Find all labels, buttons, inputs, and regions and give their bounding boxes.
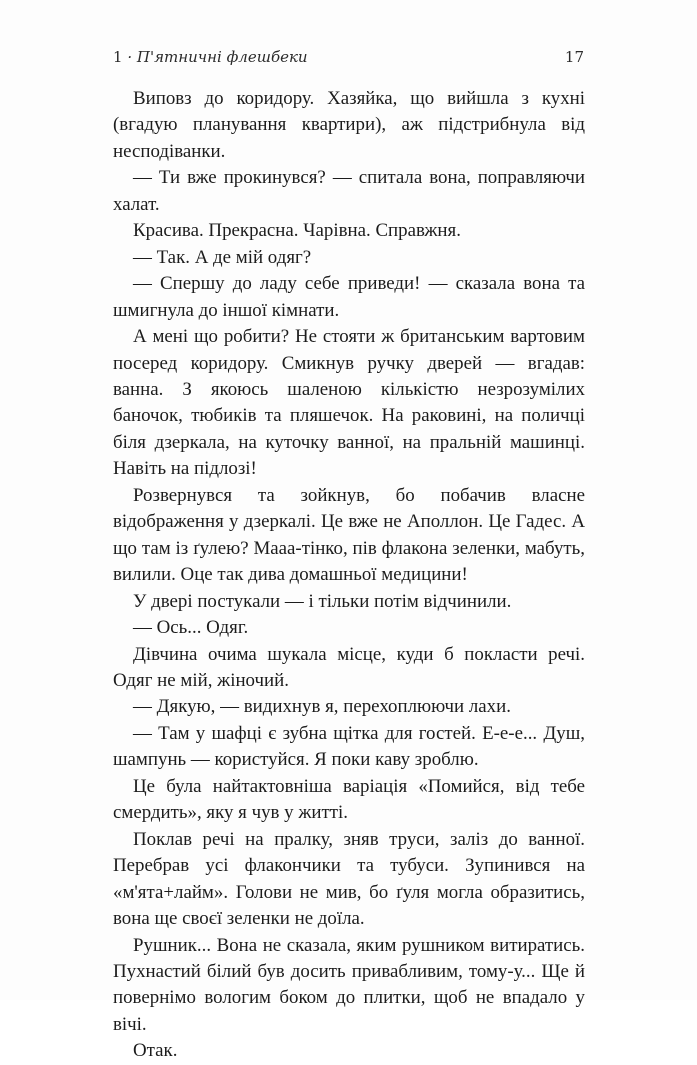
page-number: 17 bbox=[564, 48, 584, 66]
chapter-number: 1 bbox=[113, 48, 123, 66]
paragraph: Це була найтактовніша варіація «Помийся, від тебе смердить», яку я чув у житті. bbox=[113, 775, 585, 824]
chapter-title: П'ятничні флешбеки bbox=[136, 48, 308, 66]
paragraph: Отак. bbox=[133, 1040, 178, 1062]
paragraph: — Дякую, — видихнув я, перехоплюючи лахи. bbox=[133, 696, 511, 718]
paragraph: Розвернувся та зойкнув, бо побачив власне відображення у дзеркалі. Це вже не Аполлон. Це Гадес. А що там із ґулею? Мааа-тінко, пів флакона зеленки, мабуть, вилили. Оце так дива домашньої медицини! bbox=[113, 484, 585, 586]
paragraph: Виповз до коридору. Хазяйка, що вийшла з кухні (вгадую планування квартири), аж підстрибнула від несподіванки. bbox=[113, 88, 585, 162]
paragraph: Дівчина очима шукала місце, куди б покласти речі. Одяг не мій, жіночий. bbox=[113, 643, 585, 691]
chapter-separator: · bbox=[127, 48, 133, 66]
paragraph: — Так. А де мій одяг? bbox=[133, 246, 312, 268]
body-text bbox=[113, 86, 585, 1065]
paragraph: А мені що робити? Не стояти ж британським вартовим посеред коридору. Смикнув ручку дверей — вгадав: ванна. З якоюсь шаленою кількістю незрозумілих баночок, тюбиків та пляшечок. На раковині, на поличці біля дзеркала, на куточку ванної, на пральній машинці. Навіть на підлозі! bbox=[113, 326, 585, 480]
paragraph: — Ти вже прокинувся? — спитала вона, поправляючи халат. bbox=[113, 167, 585, 215]
paragraph: — Там у шафці є зубна щітка для гостей. Е-е-е... Душ, шампунь — користуйся. Я поки каву зроблю. bbox=[113, 722, 585, 771]
paragraph: — Спершу до ладу себе приведи! — сказала вона та шмигнула до іншої кімнати. bbox=[113, 273, 585, 321]
paragraph: Красива. Прекрасна. Чарівна. Справжня. bbox=[133, 220, 461, 242]
running-header bbox=[113, 48, 584, 70]
paragraph: — Ось... Одяг. bbox=[133, 617, 249, 639]
paragraph: У двері постукали — і тільки потім відчинили. bbox=[133, 590, 512, 612]
paragraph: Рушник... Вона не сказала, яким рушником витиратись. Пухнастий білий був досить привабливим, тому-у... Ще й повернімо вологим боком до плитки, щоб не впадало у вічі. bbox=[113, 934, 585, 1035]
chapter-heading bbox=[113, 48, 308, 66]
paragraph: Поклав речі на пралку, зняв труси, заліз до ванної. Перебрав усі флакончики та тубуси. Зупинився на «м'ята+лайм». Голови не мив, бо ґуля могла образитись, вона ще своєї зеленки не доїла. bbox=[113, 828, 585, 930]
